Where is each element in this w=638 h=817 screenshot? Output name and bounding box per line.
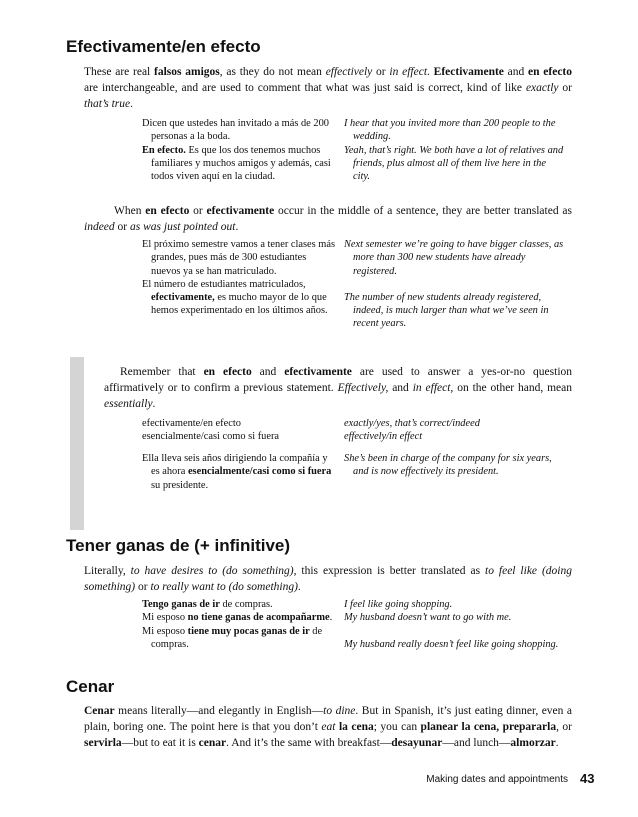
page-number: 43 — [580, 771, 595, 786]
sidebar-example-spanish: Ella lleva seis años dirigiendo la compañía y es ahora esencialmente/casi como si fuera su presidente. — [142, 453, 332, 491]
examples1-english: I hear that you invited more than 200 people to the wedding. Yeah, that’s right. We both have a lot of relatives and friends, plus almost all of them live here in the city. — [344, 118, 564, 183]
examples2-english: Next semester we’re going to have bigger classes, as more than 300 new students have already registered. The number of new students already registered, indeed, is much larger than what we’ve seen in recent years. — [344, 239, 564, 330]
sidebar-note: Remember that en efecto and efectivamente are used to answer a yes-or-no question affirmatively or to confirm a previous statement. Effectively, and in effect, on the other hand, mean essentially. — [104, 366, 573, 410]
section-title-efectivamente: Efectivamente/en efecto — [66, 37, 261, 56]
efectivamente-intro: These are real falsos amigos, as they do not mean effectively or in effect. Efectivamente and en efecto are interchangeable, and are used to comment that what was just said is correct, kind of like exactly or that’s true. — [84, 66, 573, 110]
examples1-spanish: Dicen que ustedes han invitado a más de 200 personas a la boda. En efecto. Es que los dos tenemos muchos familiares y muchos amigos y además, casi todos viven aquí en la ciudad. — [142, 118, 331, 183]
sidebar-terms-english: exactly/yes, that’s correct/indeed effectively/in effect — [344, 418, 480, 443]
note-sidebar-bar — [70, 357, 84, 530]
cenar-body: Cenar means literally—and elegantly in English—to dine. But in Spanish, it’s just eating dinner, even a plain, boring one. The point here is that you don’t eat la cena; you can planear la cena, prepararla, or servirla—but to eat it is cenar. And it’s the same with breakfast—desayunar—and lunch—almorzar. — [84, 705, 573, 749]
sidebar-terms-spanish: efectivamente/en efecto esencialmente/casi como si fuera — [142, 418, 280, 443]
tener-ganas-examples-spanish: Tengo ganas de ir de compras. Mi esposo no tiene ganas de acompañarme. Mi esposo tiene muy pocas ganas de ir de compras. — [142, 599, 333, 650]
tener-ganas-intro: Literally, to have desires to (do something), this expression is better translated as to feel like (doing something) or to really want to (do something). — [84, 565, 572, 593]
tener-ganas-examples-english: I feel like going shopping. My husband doesn’t want to go with me. My husband really doesn’t feel like going shopping. — [344, 599, 559, 650]
running-footer-chapter: Making dates and appointments — [426, 774, 568, 785]
section-title-cenar: Cenar — [66, 677, 115, 696]
examples2-spanish: El próximo semestre vamos a tener clases más grandes, pues más de 300 estudiantes nuevos ya se han matriculado. El número de estudiantes matriculados, efectivamente, es mucho mayor de lo que hemos experimentado en los últimos años. — [142, 239, 336, 317]
efectivamente-middle: When en efecto or efectivamente occur in the middle of a sentence, they are better translated as indeed or as was just pointed out. — [84, 205, 572, 233]
sidebar-example-english: She’s been in charge of the company for six years, and is now effectively its president. — [344, 453, 552, 478]
section-title-tener-ganas: Tener ganas de (+ infinitive) — [66, 536, 291, 555]
